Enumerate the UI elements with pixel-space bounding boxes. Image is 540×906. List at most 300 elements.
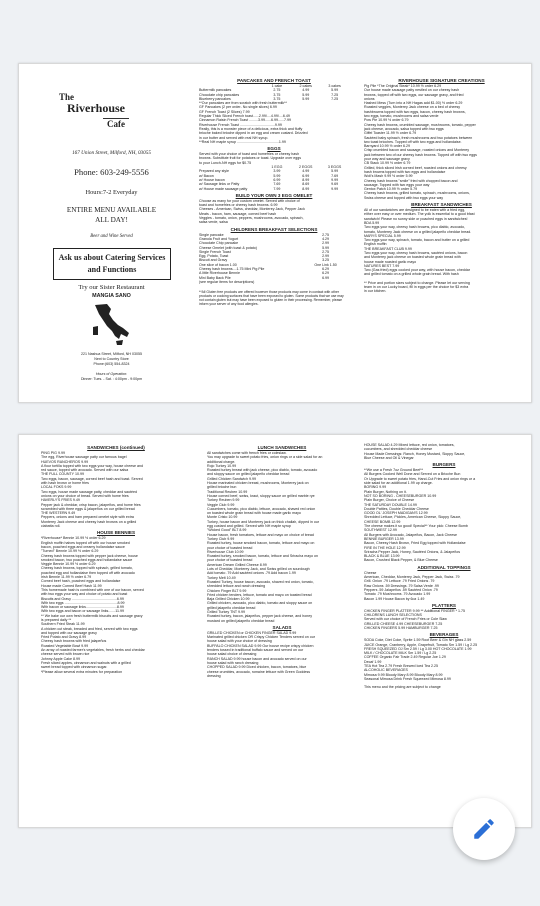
table-cell: 1 EGG: [271, 165, 283, 170]
menu-line: Two eggs, house made sausage patty, cheddar and sautéed: [41, 489, 138, 494]
menu-line: egg custard and grilled. Served with NH maple syrup: [207, 524, 291, 529]
menu-line: House bacon, fresh tomatoes, lettuce and mayo on choice of bread: [207, 532, 314, 537]
menu-line: tenders tossed in traditional buffalo sauce and served on our: [207, 648, 304, 653]
menu-line: side salad for an additional 1.99 up charge.: [364, 481, 433, 486]
table-cell: 2.75: [322, 249, 330, 254]
menu-line: Veggies - tomato, onion, peppers, mushrooms, avocado, spinach,: [199, 216, 304, 221]
menu-line: scrambled with three eggs & jalapeños on our grilled bread: [41, 506, 135, 511]
menu-line: GOOD OL' JOSEPH MADIGAN'S 12.99: [364, 511, 428, 516]
menu-line: Monte Cristo 10.99: [207, 515, 238, 520]
table-cell: Egg, Potato, Toast: [199, 254, 229, 259]
menu-line: salsa verde, salsa: [199, 220, 228, 225]
menu-line: Giffel Toaster 11.99 ½ order 6.79: [364, 131, 417, 136]
menu-line: The egg, Riverhouse sausage patty our famous bagel: [41, 455, 127, 460]
table-cell: w/ Bacon: [199, 173, 214, 178]
menu-line: *Riverhouse* Bennie 10.99 ½ order 6.29: [41, 536, 106, 541]
phone: Phone: 603-249-5556: [74, 167, 149, 177]
menu-line: Shredded Lettuce, Pickles, American Cheese, Sloppy Sauce,: [364, 515, 462, 520]
menu-line: Veggie Club 9.99: [207, 502, 235, 507]
menu-line: MILK / CHOCOLATE MILK Sm 1.59 / Lg 2.25: [364, 651, 437, 656]
table-row: [199, 187, 349, 191]
menu-line: Regular Thick Sliced French toast......2.99/....4.99/....6.49: [199, 114, 290, 119]
menu-line: house salad choice of dressing: [207, 652, 257, 657]
menu-line: SOUTHWEST 12.99: [364, 528, 397, 533]
menu-line: MARYS SPECIAL 5.99: [364, 233, 401, 238]
table-cell: 2.75: [322, 232, 330, 237]
pancakes-title: PANCAKES AND FRENCH TOAST: [237, 78, 311, 83]
menu-line: with two eggs your way and choice of potato and toast: [41, 592, 128, 597]
menu-line: *Please allow several extra minutes for preparation: [41, 669, 123, 674]
menu-line: Grilled chicken, avocado, pico diablo, tomato and sloppy sauce on: [207, 601, 313, 606]
menu-line: Grilled Turkey TNT 9.99: [207, 609, 246, 614]
menu-line: Cheeses - American, Swiss, cheddar, Monterey Jack, Pepper Jack: [199, 207, 305, 212]
table-cell: 6.99: [302, 173, 310, 178]
menu-line: house salad with your choice of dressing: [207, 639, 272, 644]
menu-line: browns, topped off with two eggs, our sausage gravy, and fried: [364, 92, 464, 97]
menu-line: Bacon 1.99 House Bacon by 6oz 1.49: [364, 596, 425, 601]
menu-line: on toasted whole grain bread with house made garlic mayo: [207, 511, 301, 516]
signature-column: [364, 76, 519, 402]
table-cell: 8.69: [302, 182, 310, 187]
menu-line: Cheesy hash browns with fried jalapeños: [41, 639, 107, 644]
table-cell: 6.29: [322, 271, 330, 276]
menu-line: JUICE Orange, Cranberry, Apple, Grapefruit, Tomato Sm 1.59 / Lg 2.25: [364, 642, 478, 647]
menu-line: cucumbers, and shredded cheddar cheese: [364, 447, 433, 452]
pancake-lines: [199, 101, 349, 144]
menu-line: tomato, Monterey Jack cheese on a grilled jalapeño cheddar bread.: [364, 229, 472, 234]
menu-line: Roasted turkey, bacon, jalapeños, pepper jack cheese, and honey: [207, 614, 313, 619]
menu-line: FIRE IN THE HOLE 12.99: [364, 545, 406, 550]
menu-line: Or Upgrade to sweet potato fries, Hand-Cut Fries and onion rings or a: [364, 476, 476, 481]
menu-line: House made Corned Beef Hash 11.99: [41, 583, 102, 588]
menu-line: American Dream Grilled Cheese 8.99: [207, 562, 267, 567]
table-cell: Prepared any style: [199, 169, 229, 174]
menu-line: Fried Potato and Gravy 8.99: [41, 635, 87, 640]
table-cell: 9.99: [331, 186, 339, 191]
menu-line: Rojo Turkey 10.99: [207, 463, 237, 468]
menu-line: sweet bread topped with cinnamon sugar.: [41, 665, 108, 670]
sister-line: Try our Sister Restaurant: [78, 284, 145, 291]
menu-line: CHILDRENS LUNCH SELECTIONS: [364, 613, 422, 618]
platters-title: PLATTERS: [432, 602, 456, 608]
table-cell: 4.29: [322, 236, 330, 241]
omelet-lines: [199, 199, 349, 225]
menu-line: Cheesy hash browns topped with pepper jack cheese, house: [41, 553, 138, 558]
table-cell: 3.99: [273, 169, 281, 174]
menu-line: Irish Bennie 11.99 ½ order 6.79: [41, 575, 92, 580]
burgers-lines: [364, 468, 524, 563]
pencil-icon: [471, 816, 497, 842]
menu-line: PING PIG 9.99: [41, 451, 65, 455]
menu-line: Sriracha Pepper Jack, Honey, Sautéed Onions, & Jalapeños: [364, 549, 461, 554]
menu-line: BORING 9.99: [364, 485, 387, 490]
menu-line: GRILLED CHEESE 4.99 CHEESEBURGER 7.25: [364, 621, 443, 626]
menu-line: Turkey Club 9.99: [207, 536, 235, 541]
menu-line: Lots of Cheddar, Monterey Jack, and Swiss grilled on sourdough: [207, 567, 310, 572]
menu-line: toast and homefries or cheesy hash browns. 6.99: [199, 203, 278, 208]
menu-line: You may upgrade to sweet potato fries, onion rings or a side salad for an: [207, 455, 323, 460]
menu-line: CB Stack 10.99 ½ order 6.79: [364, 161, 411, 166]
table-cell: [302, 280, 349, 284]
sister-name: MANGIA SANO: [92, 293, 131, 299]
table-cell: One Link 1.50: [314, 262, 337, 267]
menu-line: Riverhouse French Toast ...................................9.99: [199, 122, 282, 127]
menu-line: Peppers, onions and ham prepared omelet style with extra: [41, 515, 134, 520]
menu-line: Roasted Vegetable Bowl 9.99: [41, 643, 89, 648]
breakfast-column: [199, 76, 349, 402]
sister-hours-title: Hours of Operation:: [95, 372, 128, 376]
menu-line: An array of roasted farmer's vegetables, fresh herbs and cheddar: [41, 648, 145, 653]
beverages-lines: [364, 638, 524, 689]
menu-line: Baja Grilled Chicken 10.99: [207, 597, 250, 602]
menu-line: All of our sandwiches are designed to be eaten with a fried egg,: [364, 208, 466, 213]
table-cell: 7.25: [331, 96, 339, 101]
menu-line: BUFFALO CHICKEN SALAD 9.99 Our house recipe crispy chicken: [207, 643, 314, 648]
table-cell: 3.25: [322, 258, 330, 263]
menu-line: Peppers .59 Jalapeños .59 Sautéed Onion .79: [364, 587, 438, 592]
menu-line: ciabatta roll.: [41, 524, 61, 529]
sister-hours: Dinner: Tues. - Sat. : 4:00pm - 9:00pm: [80, 377, 143, 381]
table-row: [199, 280, 349, 284]
menu-line: Roasted turkey breast with jack cheese, pico diablo, tomato, avocado: [207, 468, 318, 473]
menu-line: Roasted Turkey, house bacon, avocado, shaved red onion, tomato,: [207, 579, 314, 584]
table-cell: 5.99: [302, 92, 310, 97]
menu-line: Two eggs your way, cheesy hash browns, sautéed onions, bacon: [364, 250, 468, 255]
table-cell: Buttermilk pancakes: [199, 88, 232, 93]
menu-line: Two eggs your way, spinach, tomato, bacon and butter on a grilled: [364, 238, 470, 243]
menu-line: With two eggs .....................................................8.99: [41, 600, 125, 605]
table-cell: 3 cakes: [328, 84, 341, 88]
menu-line: Plain Burger, Nothing on it.: [364, 489, 407, 494]
table-cell: 6.99: [273, 177, 281, 182]
table-cell: 9.99: [331, 177, 339, 182]
menu-line: grilled brioche bun: [207, 485, 237, 490]
table-cell: Chocolate chip pancakes: [199, 92, 240, 97]
logo-riverhouse: Riverhouse: [67, 101, 125, 115]
menu-line: Fried chicken tenders, lettuce, tomato and mayo on toasted bread: [207, 592, 312, 597]
menu-line: THE FULL COUNTY 10.99: [41, 472, 84, 477]
children-table: [199, 233, 349, 285]
menu-line: "Wicked Good" BLT 8.99: [207, 528, 247, 533]
table-cell: A little Riverhouse Bennie: [199, 271, 240, 276]
menu-line: team in on our Lucky board, fill in eggs per the choice for $3 extra: [364, 285, 469, 290]
menu-line: in our kitchen.: [364, 289, 387, 294]
menu-line: Hashed Mess (Turn into a NH Hagas add $1.00) ½ order 6.29: [364, 101, 463, 106]
menu-line: RANCH SALAD 9.99 house bacon and avocado served on our: [207, 656, 307, 661]
menu-line: Crisp crumbled bacon and sausage, roasted onions and Monterey: [364, 148, 470, 153]
table-cell: Cheesy hash browns....1.75 Mini Pig Pile: [199, 266, 265, 271]
menu-line: and topped with our sausage gravy: [41, 630, 97, 635]
menu-line: With bacon or sausage links...............................8.99: [41, 605, 124, 610]
hours: Hours:7-2 Everyday: [85, 189, 138, 196]
menu-line: Marinated grilled chicken OR Crispy Chicken Tenders served on our: [207, 635, 315, 640]
menu-line: LOCAL FOKS 9.99: [41, 485, 72, 490]
menu-line: ALCOHOLIC BEVERAGES: [364, 668, 408, 673]
menu-line: two eggs, tomato, mushrooms and salsa verde: [364, 114, 439, 119]
menu-line: GF French Toast (2 Slices) 7.99: [199, 109, 250, 114]
table-cell: One slice of bacon 1.00: [199, 262, 237, 267]
table-cell: 3 EGGS: [327, 165, 342, 170]
table-cell: 4.99: [302, 88, 310, 93]
menu-page-2: [18, 434, 532, 828]
table-cell: 9.69: [331, 182, 339, 187]
menu-line: house made roasted garlic mayo: [364, 259, 417, 264]
menu-line: THE BREAKFAST CLUB 9.99: [364, 246, 412, 251]
menu-line: "Turned" Bennie 10.99 ½ order 6.29: [41, 549, 99, 554]
menu-line: A flour tortilla topped with two eggs your way, house cheese and: [41, 463, 144, 468]
menu-available: ENTIRE MENU AVAILABLE ALL DAY!: [66, 206, 157, 224]
menu-line: All sandwiches come with french fries or coleslaw.: [207, 451, 287, 455]
salads-title: SALADS: [272, 624, 292, 630]
menu-line: English muffin halves topped off with our house smoked: [41, 540, 130, 545]
table-cell: 8.99: [302, 186, 310, 191]
menu-line: cheese served with brown rice: [41, 652, 90, 657]
menu-line: With two eggs and bacon or sausage links.......11.99: [41, 609, 125, 614]
menu-line: Sautéed baby spinach, fresh mushrooms and two potatoes between: [364, 135, 473, 140]
menu-line: dressing: [207, 673, 221, 678]
beer-wine: Beer and Wine Served: [90, 234, 133, 239]
sandwiches-continued-lines: [41, 451, 191, 528]
menu-page-1: [18, 63, 532, 403]
menu-line: Served with our choice of French Fries or Cole Slaw: [364, 617, 447, 622]
table-cell: Cheese Omelet (with toast & potato): [199, 245, 257, 250]
burgers-title: BURGERS: [432, 462, 456, 468]
sandwiches-continued-title: SANDWICHES (continued): [87, 445, 145, 450]
menu-line: Roasted turkey, smoked bacon, tomato, lettuce and Sriracha mayo on: [207, 554, 318, 559]
beverages-title: BEVERAGES: [429, 632, 459, 638]
signature-lines: [364, 84, 519, 200]
menu-line: CHICKEN FINGERS 5.99 HAMBURGER 7.25: [364, 625, 438, 630]
menu-line: American, Cheddar, Monterey Jack, Pepper Jack, Swiss .79: [364, 575, 460, 580]
menu-line: A chicken cut steak, breaded and fried, served with two eggs: [41, 626, 138, 631]
menu-line: and Monterey jack cheese on toasted whole grain bread with: [364, 255, 461, 260]
menu-line: Monterey Jack cheese and cheesy hash browns on a grilled: [41, 519, 137, 524]
menu-line: Raw Onions .59 Dressings .79 Salsa Verde .99: [364, 583, 439, 588]
table-cell: Blueberry pancakes: [199, 96, 231, 101]
menu-line: with hash brown or home fries: [41, 481, 89, 486]
table-cell: w/ House made sausage patty: [199, 186, 248, 191]
table-cell: w/ Sausage links or Patty: [199, 182, 240, 187]
menu-line: Double Patties, Double Cheddar Cheese: [364, 506, 429, 511]
table-cell: 6.29: [322, 266, 330, 271]
menu-line: Cucumbers, tomato, pico diablo, lettuce, avocado, shaved red onion: [207, 506, 316, 511]
menu-line: Riverhouse Club 10.99: [207, 549, 244, 554]
menu-line: Two eggs, bacon, sausage, corned beef hash and toast. Served: [41, 476, 143, 481]
menu-line: Blue Cheese and Oil & Vinegar: [364, 455, 414, 460]
menu-line: two toast brioches. Topped off with two eggs and hollandaise.: [364, 139, 462, 144]
menu-line: Two eggs your way, cheesy hash browns, pico diablo, avocado,: [364, 225, 466, 230]
menu-line: Cheesy hash browns, crumbled sausage, mushrooms, tomato, pepper: [364, 122, 476, 127]
menu-line: shredded lettuce and ranch dressing: [207, 584, 266, 589]
menu-line: Roasted veggies, Monterey Jack cheese on a bed of cheesy: [364, 105, 461, 110]
menu-line: CHEESE BOMB 12.99: [364, 519, 401, 524]
table-cell: Single French Toast: [199, 249, 231, 254]
menu-line: and sloppy sauce on grilled jalapeño cheddar bread: [207, 472, 290, 477]
table-cell: 2.99: [322, 254, 330, 259]
table-cell: 2.99: [322, 241, 330, 246]
menu-line: Johnny Apple Cake 8.99: [41, 656, 80, 661]
catering-box: Ask us about Catering Services and Functions: [53, 248, 171, 280]
table-cell: Granola Fruit and Yogurt: [199, 236, 239, 241]
table-cell: 7.99: [273, 186, 281, 191]
menu-line: BLACK & BLUE 13.99: [364, 554, 400, 559]
menu-line: Biscuits and Gravy .............................................6.99: [41, 596, 124, 601]
menu-line: Corned beef hash, poached eggs and hollandaise: [41, 579, 121, 584]
menu-line: Turkey, house bacon and Monterey jack on thick challah, dipped in our: [207, 519, 320, 524]
breakfast-sandwich-lines: [364, 208, 519, 294]
italy-map-icon: [85, 300, 135, 350]
sister-address2: Next to Country Store: [94, 357, 129, 361]
menu-line: House marinated chicken breast, mushrooms, Monterey jack on: [207, 481, 309, 486]
menu-line: **We use a Fresh 7oz Ground Beef**: [364, 468, 424, 473]
breakfast-sandwiches-title: BREAKFAST SANDWICHES: [411, 202, 472, 208]
house-bennies-lines: [41, 536, 191, 674]
menu-line: Really, this is a monster piece of a delicious, extra thick and fluffy: [199, 126, 303, 131]
menu-line: This homemade hash is combined with one of our bacon, served: [41, 587, 144, 592]
lunch-column: [207, 443, 357, 827]
menu-line: Served with your choice of toast and homefries or cheesy hash: [199, 152, 300, 157]
menu-line: is prepared daily **: [41, 617, 72, 622]
menu-line: Southern Fried Steak 11.99: [41, 622, 85, 627]
gluten-footer-note: **All Gluten free products are offered however those products may come in contact with other products or cooking surfaces that have been exposed to gluten. Some products that we use may not contain gluten but may have been exposed to gluten in their processing. Remember, please inform your server of any food allergies.: [199, 290, 344, 307]
table-cell: 6.99: [322, 275, 330, 280]
table-cell: 7.69: [331, 173, 339, 178]
menu-line: The cheese makes it so good! Special** Your pick: Cheese Bomb: [364, 524, 468, 529]
table-cell: 2 cakes: [299, 84, 312, 88]
menu-line: Our house made sausage patty nestled on our cheesy hash: [364, 88, 460, 93]
menu-line: Choose as many for your custom omelet. Served with choice of: [199, 198, 300, 203]
menu-line: smoked bacon, two poached eggs and hollandaise sauce: [41, 557, 133, 562]
menu-line: CHOPPED SALAD 9.99 Diced chicken, bacon, tomatoes, blue: [207, 665, 307, 670]
menu-line: Swiss cheese and topped with two eggs your way: [364, 195, 444, 200]
lunch-lines: [207, 451, 357, 623]
children-title: CHILDRENS BREAKFAST SELECTIONS: [230, 226, 318, 232]
table-cell: 5.99: [331, 88, 339, 93]
eggs-table: [199, 165, 349, 191]
table-cell: w/ House bacon: [199, 177, 225, 182]
house-salad-lines: [364, 443, 524, 460]
menu-line: Two (Gas fried) eggs cooked your way, with house bacon, cheddar: [364, 268, 471, 273]
menu-line: **Our pancakes are from scratch with fresh buttermilk**: [199, 101, 287, 106]
address: 167 Union Street, Milford, NH, 03055: [72, 150, 151, 156]
pancake-table: [199, 84, 349, 101]
table-cell: 5.99: [302, 96, 310, 101]
menu-line: BDA 5.99: [364, 220, 380, 225]
menu-line: HAVERLY'S FRIES 9.49: [41, 498, 80, 503]
table-cell: 3.75: [273, 96, 281, 101]
menu-line: Barnyard 10.99 ½ order 6.29: [364, 144, 410, 149]
menu-line: Chicken Finger BLT 9.99: [207, 588, 247, 593]
menu-line: Add tomato .79 Add sautéed onions .79 Add bacon 1.99: [207, 571, 296, 576]
menu-line: Bacon, Crushed Black Pepper, & Blue Cheese: [364, 558, 438, 563]
menu-line: in our butter and served with real NH syrup.: [199, 135, 269, 140]
menu-line: Roasted turkey, house smoked bacon, tomato, lettuce and mayo on: [207, 541, 315, 546]
menu-line: SODA Coke, Diet Coke, Sprite 1.59 Root Beer & Gin NH glass 2.59: [364, 638, 472, 643]
menu-line: sausage. Topped with two eggs your way: [364, 182, 430, 187]
menu-line: TEA Hot Tea 2.79 Fresh Brewed Iced Tea 2.25: [364, 664, 438, 669]
toppings-title: ADDITIONAL TOPPINGS: [417, 564, 471, 570]
menu-line: All Burgers with Avocado, Jalapeños, Bacon, Jack Cheese: [364, 532, 458, 537]
table-cell: 5.99: [331, 169, 339, 174]
logo-the: The: [59, 92, 75, 102]
sister-address: 221 Nashua Street, Milford, NH 03055: [81, 352, 142, 356]
menu-line: brioche baked brioche dipped in an egg and cream custard. Drizzled: [199, 131, 308, 136]
sister-phone: Phone:(603) 554-8324: [93, 362, 130, 366]
menu-line: COFFEE Organic Fair Trade 2.49 Regular Joe 1.29: [364, 655, 446, 660]
table-cell: 8.99: [302, 177, 310, 182]
menu-line: FRESH SQUEEZED OJ Sm 2.59 / Lg 3.00 HOT CHOCOLATE 1.99: [364, 646, 472, 651]
table-cell: 2 EGGS: [299, 165, 313, 170]
menu-line: Veggie Bennie 10.99 ½ order 6.29: [41, 562, 96, 567]
table-cell: (see regular items for descriptions): [199, 279, 255, 284]
menu-line: Pepper jack & cheddar, crisp bacon, jalapeños, and home fries: [41, 502, 141, 507]
menu-line: bacon, poached eggs and creamy hollandaise sauce: [41, 544, 125, 549]
menu-line: jack between two of our cheesy hash browns. Topped off with two eggs: [364, 152, 477, 157]
menu-line: house salad with ranch dressing: [207, 660, 259, 665]
menu-line: cheese crumbles, avocado, romaine lettuce with Green Goddess: [207, 669, 311, 674]
table-cell: 5.99: [322, 245, 330, 250]
menu-line: CHICKEN FINGER PLATTER 9.99 ** Additional FINGER * 1.75: [364, 608, 465, 613]
menu-line: sandwich! Please no sunny side or poached eggs in sandwiches!: [364, 216, 468, 221]
menu-line: Meats - bacon, ham, sausage, corned beef hash: [199, 211, 277, 216]
menu-line: Pow Pie 10.99 ½ order 6.79: [364, 118, 409, 123]
menu-line: Mimosa 9.99 Bloody Mary 8.99 Bloody Mary 8.99: [364, 672, 443, 677]
menu-line: Cinnamon Raisin French Toast .........3.99......6.99......7.99: [199, 118, 292, 123]
menu-line: poached egg and hollandaise then topped off with avocado: [41, 570, 135, 575]
burgers-column: [364, 443, 524, 827]
logo-cafe: Cafe: [103, 118, 129, 129]
menu-line: Woll's Mash 9.99 ½ order 5.99: [364, 174, 413, 179]
menu-line: Grilled Chicken Sandwich 9.99: [207, 476, 256, 481]
menu-line: Traditional Reuben 10.99: [207, 489, 248, 494]
toppings-lines: [364, 571, 524, 601]
menu-line: Cheesy hash browns, topped with spinach, grilled tomato,: [41, 566, 133, 571]
menu-line: jack cheese, avocado, salsa topped with two eggs: [364, 126, 444, 131]
menu-line: your choice of toasted bread: [207, 545, 253, 550]
menu-line: **Real NH maple syrup ..........................................1.99: [199, 139, 286, 144]
table-cell: Mini Baby Back Pile: [199, 275, 231, 280]
menu-line: Turkey Reuben 9.99: [207, 498, 240, 503]
menu-line: and grilled tomato on a grilled whole grain bread. With hash: [364, 272, 459, 277]
menu-line: House corned beef, swiss, kraut, sloppy sauce on grilled marble rye: [207, 493, 315, 498]
eggs-lines: [199, 152, 349, 165]
house-bennies-title: HOUSE BENNIES: [96, 530, 136, 536]
menu-line: grilled jalapeño cheddar bread: [207, 605, 256, 610]
menu-line: Cheesy hash browns, grilled tomato, spinach, mushrooms, onions,: [364, 191, 470, 196]
menu-line: your choice of toasted bread: [207, 558, 253, 563]
table-cell: Single pancake: [199, 232, 224, 237]
table-cell: 3.75: [273, 92, 281, 97]
table-cell: 7.25: [331, 92, 339, 97]
table-cell: 5.99: [273, 173, 281, 178]
menu-line: ** Price and portion sizes subject to change. Please let our serving: [364, 280, 470, 285]
restaurant-logo: [59, 92, 164, 132]
menu-line: to your Lunch-NH eggs for $0.75: [199, 160, 252, 165]
menu-line: Fresh sliced apples, cinnamon and walnuts with a grilled: [41, 660, 131, 665]
menu-line: Grilled, thick sliced Irish corned beef, roasted onions and cheesy: [364, 165, 467, 170]
menu-line: Grill. Onion .79 Lettuce .79 Fried Onions .79: [364, 579, 435, 584]
table-cell: 4.99: [302, 169, 310, 174]
edit-button[interactable]: [453, 798, 515, 860]
signature-title: RIVERHOUSE SIGNATURE CREATIONS: [398, 78, 485, 83]
menu-line: either over easy or over medium. The yolk is essential to a good bfast: [364, 212, 475, 217]
table-cell: 1 cake: [271, 84, 283, 88]
menu-line: additional charge.: [207, 459, 236, 464]
omelet-title: BUILD YOUR OWN 3 EGG OMELET: [235, 192, 313, 198]
menu-line: THE WESTERN 9.49: [41, 511, 76, 516]
menu-line: Bacon, Cheesy Hash Brown, Fried Egg topped with Hollandaise: [364, 541, 466, 546]
menu-line: BENNIE BURGER 13.99: [364, 536, 404, 541]
